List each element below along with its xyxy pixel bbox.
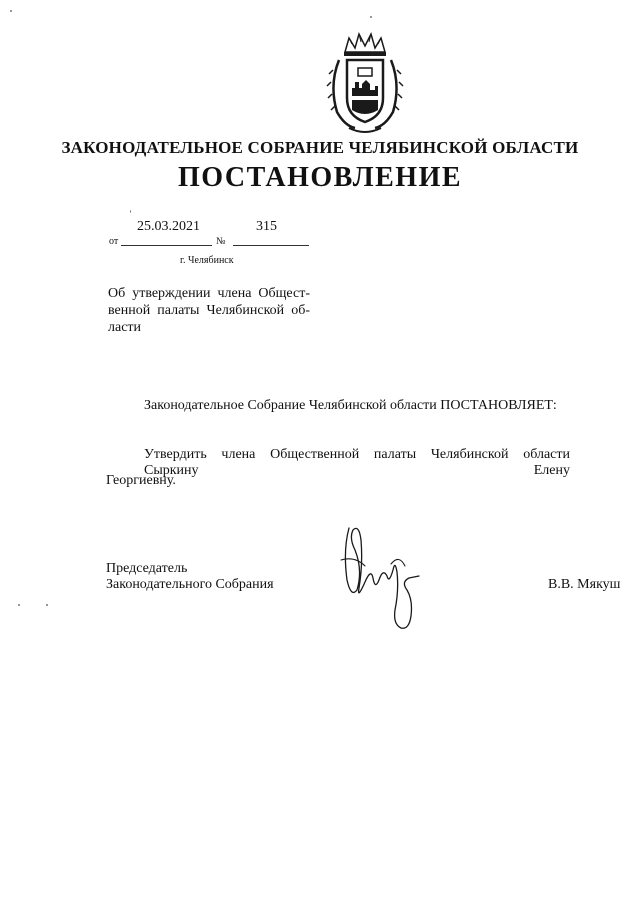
resolution-text-line: Утвердить члена Общественной палаты Челябинской области Сыркину Елену	[144, 447, 570, 478]
document-type-title: ПОСТАНОВЛЕНИЕ	[177, 162, 463, 193]
subject-line: венной палаты Челябинской об-	[108, 303, 310, 318]
coat-of-arms-icon	[325, 30, 405, 140]
signer-name: В.В. Мякуш	[548, 577, 621, 592]
handwritten-signature-icon	[335, 520, 430, 635]
scan-speck	[10, 10, 12, 12]
signer-title-line: Председатель	[106, 561, 188, 576]
date-underline	[121, 245, 212, 246]
document-subject	[108, 285, 310, 336]
scan-speck	[18, 604, 20, 606]
document-date: 25.03.2021	[137, 219, 200, 234]
subject-line: Об утверждении члена Общест-	[108, 286, 310, 301]
city-label: г. Челябинск	[180, 255, 234, 266]
organization-name: ЗАКОНОДАТЕЛЬНОЕ СОБРАНИЕ ЧЕЛЯБИНСКОЙ ОБЛАСТИ	[61, 138, 579, 157]
signer-title-line: Законодательного Собрания	[106, 577, 274, 592]
subject-line: ласти	[108, 320, 142, 335]
number-prefix-label: №	[216, 236, 226, 247]
number-underline	[233, 245, 309, 246]
date-prefix-label: от	[109, 236, 119, 247]
scan-speck	[46, 604, 48, 606]
preamble-text: Законодательное Собрание Челябинской области ПОСТАНОВЛЯЕТ:	[144, 398, 557, 413]
document-number: 315	[256, 219, 277, 234]
scan-speck	[370, 16, 372, 18]
scan-speck	[130, 210, 131, 213]
resolution-text-line: Георгиевну.	[106, 473, 176, 488]
